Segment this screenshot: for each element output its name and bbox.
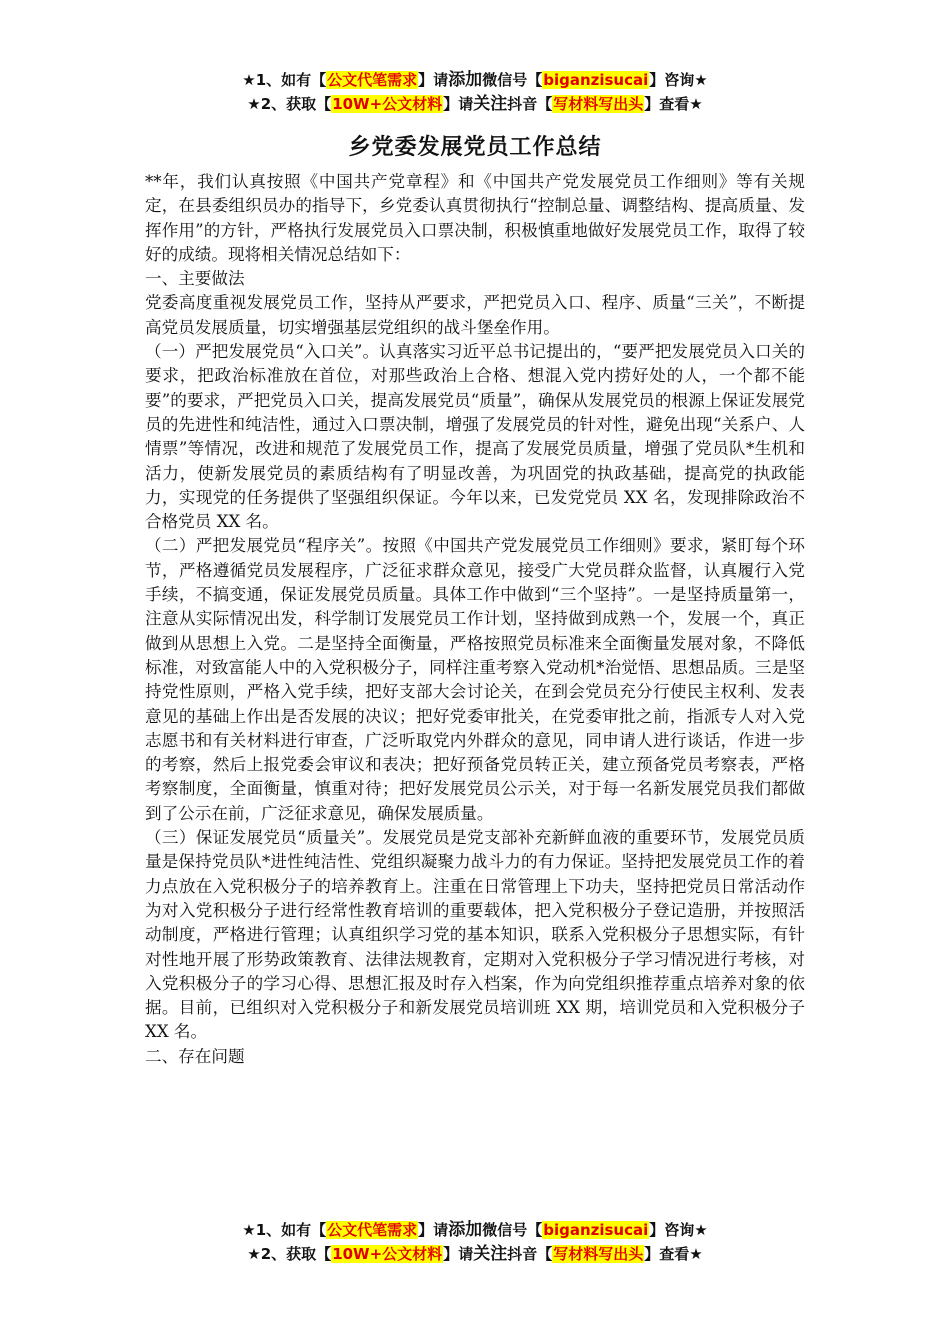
footer-2-highlight-douyin: 写材料写出头: [553, 1245, 644, 1263]
intro-paragraph: **年，我们认真按照《中国共产党章程》和《中国共产党发展党员工作细则》等有关规定，在县委组织员办的指导下，乡党委认真贯彻执行“控制总量、调整结构、提高质量、发挥作用”的方针，严格执行发展党员入口票决制，积极慎重地做好发展党员工作，取得了较好的成绩。现将相关情况总结如下：: [145, 172, 805, 264]
paragraph-entry-gate: （一）严把发展党员“入口关”。认真落实习近平总书记提出的，“要严把发展党员入口关的要求，把政治标准放在首位，对那些政治上合格、想混入党内捞好处的人，一个都不能要”的要求，严把党员入口关，提高发展党员“质量”，确保从发展党员的根源上保证发展党员的先进性和纯洁性，通过入口票决制，增强了发展党员的针对性，避免出现“关系户、人情票”等情况，改进和规范了发展党员工作，提高了发展党员质量，增强了党员队*生机和活力，使新发展党员的素质结构有了明显改善，为巩固党的执政基础，提高党的执政能力，实现党的任务提供了坚强组织保证。今年以来，已发党党员 XX 名，发现排除政治不合格党员 XX 名。: [145, 342, 805, 532]
footer-line-2: [0, 1242, 950, 1266]
paragraph-quality-gate: （三）保证发展党员“质量关”。发展党员是党支部补充新鲜血液的重要环节，发展党员质量是保持党员队*进性纯洁性、党组织凝聚力战斗力的有力保证。坚持把发展党员工作的着力点放在入党积极分子的培养教育上。注重在日常管理上下功夫，坚持把党员日常活动作为对入党积极分子进行经常性教育培训的重要载体，把入党积极分子登记造册，并按照活动制度，严格进行管理；认真组织学习党的基本知识，联系入党积极分子思想实际，有针对性地开展了形势政策教育、法律法规教育，定期对入党积极分子学习情况进行考核，对入党积极分子的学习心得、思想汇报及时存入档案，作为向党组织推荐重点培养对象的依据。目前，已组织对入党积极分子和新发展党员培训班 XX 期，培训党员和入党积极分子 XX 名。: [145, 828, 805, 1042]
banner-2-mid: 】请: [443, 95, 474, 113]
banner-2-emphasis: 关注: [473, 94, 508, 114]
banner-1-highlight-wechat: biganzisucai: [543, 71, 649, 89]
banner-2-mid2: 抖音【: [507, 95, 553, 113]
footer-1-mid2: 微信号【: [482, 1221, 543, 1239]
footer-1-highlight-service: 公文代笔需求: [327, 1221, 418, 1239]
footer-1-mid: 】请: [418, 1221, 449, 1239]
paragraph-procedure-gate: （二）严把发展党员“程序关”。按照《中国共产党发展党员工作细则》要求，紧盯每个环节，严格遵循党员发展程序，广泛征求群众意见，接受广大党员群众监督，认真履行入党手续，不搞变通，保证发展党员质量。具体工作中做到“三个坚持”。一是坚持质量第一，注意从实际情况出发，科学制订发展党员工作计划，坚持做到成熟一个，发展一个，真正做到从思想上入党。二是坚持全面衡量，严格按照党员标准来全面衡量发展对象，不降低标准，对致富能人中的入党积极分子，同样注重考察入党动机*治觉悟、思想品质。三是坚持党性原则，严格入党手续，把好支部大会讨论关，在到会党员充分行使民主权利、发表意见的基础上作出是否发展的决议；把好党委审批关，在党委审批之前，指派专人对入党志愿书和有关材料进行审查，广泛听取党内外群众的意见，同申请人进行谈话，作进一步的考察，然后上报党委会审议和表决；把好预备党员转正关，建立预备党员考察表，严格考察制度，全面衡量，慎重对待；把好发展党员公示关，对于每一名新发展党员我们都做到了公示在前，广泛征求意见，确保发展质量。: [145, 536, 805, 823]
footer-1-emphasis: 添加: [448, 1220, 483, 1240]
footer-2-suffix: 】查看★: [644, 1245, 703, 1263]
banner-2-highlight-materials: 10W+公文材料: [332, 95, 443, 113]
banner-line-2: [0, 92, 950, 116]
footer-2-mid: 】请: [443, 1245, 474, 1263]
footer-2-prefix: ★2、获取【: [247, 1245, 332, 1263]
document-title: 乡党委发展党员工作总结: [348, 135, 602, 160]
banner-1-mid2: 微信号【: [482, 71, 543, 89]
banner-line-1: [0, 68, 950, 92]
document-body: [145, 170, 805, 1069]
footer-1-prefix: ★1、如有【: [242, 1221, 327, 1239]
footer-1-suffix: 】咨询★: [649, 1221, 708, 1239]
banner-1-mid: 】请: [418, 71, 449, 89]
footer-2-emphasis: 关注: [473, 1244, 508, 1264]
footer-2-mid2: 抖音【: [507, 1245, 553, 1263]
section-heading-problems: 二、存在问题: [145, 1046, 245, 1066]
banner-2-highlight-douyin: 写材料写出头: [553, 95, 644, 113]
banner-1-prefix: ★1、如有【: [242, 71, 327, 89]
banner-2-prefix: ★2、获取【: [247, 95, 332, 113]
banner-1-suffix: 】咨询★: [649, 71, 708, 89]
footer-1-highlight-wechat: biganzisucai: [543, 1221, 649, 1239]
section-heading-main-practices: 一、主要做法: [145, 269, 245, 289]
banner-1-highlight-service: 公文代笔需求: [327, 71, 418, 89]
footer-line-1: [0, 1218, 950, 1242]
header-banner: [0, 68, 950, 116]
footer-banner: [0, 1218, 950, 1266]
paragraph-overview: 党委高度重视发展党员工作，坚持从严要求，严把党员入口、程序、质量“三关”，不断提高党员发展质量，切实增强基层党组织的战斗堡垒作用。: [145, 293, 805, 337]
banner-2-suffix: 】查看★: [644, 95, 703, 113]
banner-1-emphasis: 添加: [448, 70, 483, 90]
footer-2-highlight-materials: 10W+公文材料: [332, 1245, 443, 1263]
